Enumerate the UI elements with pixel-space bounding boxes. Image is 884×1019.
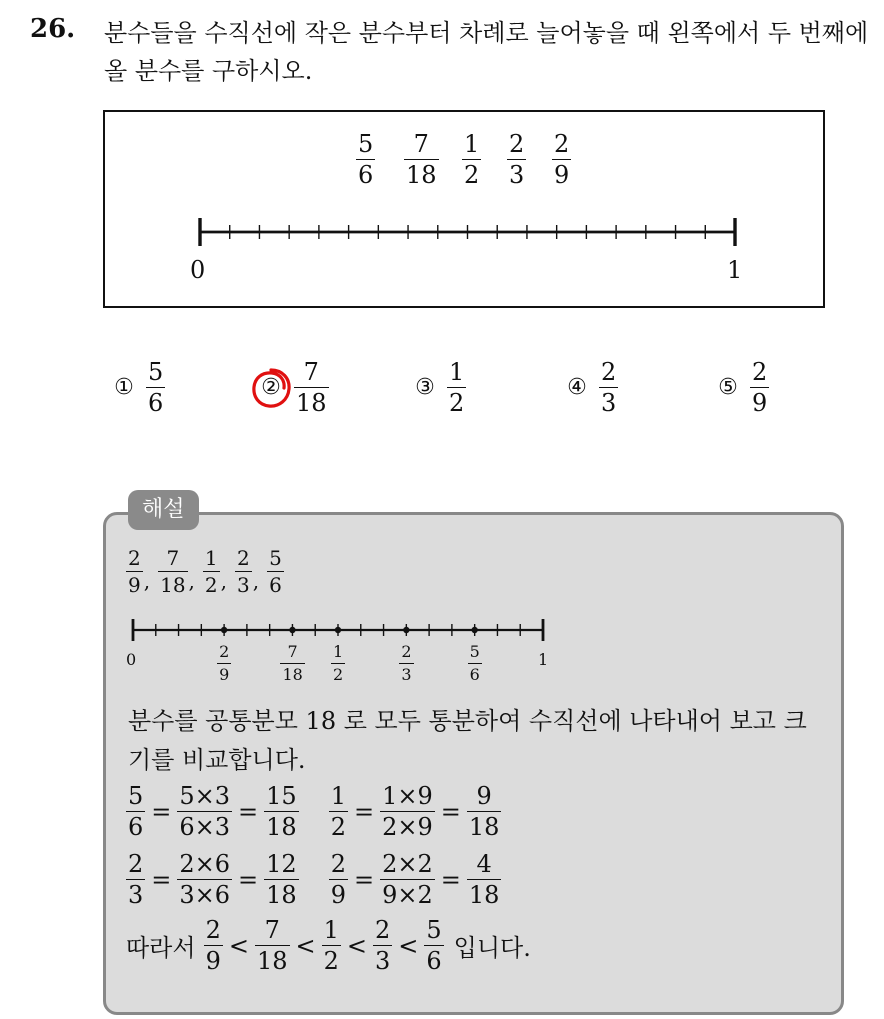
choice-2[interactable]: [258, 360, 329, 415]
answer-circle-icon: [249, 366, 293, 410]
less-than-sign: <: [295, 931, 316, 960]
fraction: $\frac{5}{6}$: [358, 130, 374, 189]
equals-sign: =: [440, 865, 461, 894]
fraction: $\frac{2}{9}$: [554, 130, 570, 189]
number-line-start-label: 0: [190, 256, 206, 284]
fraction: $\frac{7}{18}$: [256, 916, 288, 975]
choice-4[interactable]: [565, 360, 618, 415]
number-line-point: [403, 627, 409, 633]
number-line-point-label: $\frac{5}{6}$: [469, 642, 480, 684]
comma: ,: [252, 569, 260, 593]
fraction: $\frac{2}{9}$: [128, 546, 141, 597]
question-number: 26.: [30, 14, 76, 44]
fraction: $\frac{2}{3}$: [375, 916, 391, 975]
choice-mark: ⑤: [718, 375, 738, 400]
number-line-point-label: $\frac{2}{3}$: [401, 642, 412, 684]
comma: ,: [220, 569, 227, 593]
choice-mark: ②: [261, 375, 281, 400]
fraction: $\frac{2}{9}$: [205, 916, 221, 975]
fraction: $\frac{1}{2}$: [464, 130, 480, 189]
number-line-point: [471, 627, 477, 633]
problem-number-line: [190, 210, 750, 250]
fraction: $\frac{1}{2}$: [204, 546, 218, 597]
solution-line-end-label: 1: [538, 650, 549, 669]
less-than-sign: <: [346, 931, 367, 960]
fraction: $\frac{2}{3}$: [237, 546, 250, 597]
fraction: $\frac{5}{6}$: [426, 916, 442, 975]
number-line-point: [335, 627, 341, 633]
choice-fraction: $\frac{2}{9}$: [752, 358, 768, 417]
conclusion-suffix: 입니다.: [453, 934, 531, 962]
less-than-sign: <: [398, 931, 419, 960]
solution-explanation: 분수를 공통분모 18 로 모두 통분하여 수직선에 나타내어 보고 크기를 비교합니다.: [128, 707, 807, 774]
fraction: $\frac{15}{18}$: [266, 782, 297, 841]
conclusion: [126, 918, 531, 973]
fraction: $\frac{2}{9}$: [330, 850, 346, 909]
number-line-end-label: 1: [727, 256, 743, 284]
less-than-sign: <: [228, 931, 249, 960]
choice-mark: ③: [415, 375, 435, 400]
number-line-point: [221, 627, 227, 633]
fraction: $\frac{2\times 2}{9\times 2}$: [382, 850, 433, 909]
number-line-point-label: $\frac{2}{9}$: [219, 642, 230, 684]
equals-sign: =: [238, 865, 259, 894]
comma: ,: [188, 569, 195, 593]
ordered-fractions: [126, 548, 284, 595]
fraction: $\frac{2\times 6}{3\times 6}$: [179, 850, 231, 909]
fraction: $\frac{9}{18}$: [468, 782, 500, 841]
solution-label: 해설: [128, 490, 199, 530]
comma: ,: [143, 569, 151, 593]
equals-sign: =: [353, 865, 375, 894]
equals-sign: =: [151, 865, 172, 894]
fraction: $\frac{1\times 9}{2\times 9}$: [382, 782, 433, 841]
fraction: $\frac{1}{2}$: [330, 782, 346, 841]
number-line-point: [289, 627, 295, 633]
choice-fraction: $\frac{5}{6}$: [148, 358, 164, 417]
equals-sign: =: [151, 797, 172, 826]
solution-line-start-label: 0: [126, 650, 137, 669]
choice-1[interactable]: [112, 360, 165, 415]
equals-sign: =: [440, 797, 461, 826]
question-text: 분수들을 수직선에 작은 분수부터 차례로 늘어놓을 때 왼쪽에서 두 번째에 올 분수를 구하시오.: [104, 19, 869, 85]
fraction: $\frac{7}{18}$: [160, 546, 186, 597]
choice-mark: ④: [567, 375, 587, 400]
fraction: $\frac{2}{3}$: [128, 850, 144, 909]
choice-fraction: $\frac{7}{18}$: [296, 358, 327, 417]
choice-3[interactable]: [413, 360, 466, 415]
number-line-point-label: $\frac{7}{18}$: [282, 642, 303, 684]
conclusion-prefix: 따라서: [126, 934, 196, 962]
fraction: $\frac{1}{2}$: [323, 916, 339, 975]
choice-mark: ①: [114, 375, 134, 400]
fraction: $\frac{7}{18}$: [406, 130, 437, 189]
equation-row-2: [126, 852, 501, 907]
choice-5[interactable]: [716, 360, 769, 415]
fraction: $\frac{5}{6}$: [269, 546, 282, 597]
choice-fraction: $\frac{2}{3}$: [601, 358, 617, 417]
number-line-point-label: $\frac{1}{2}$: [333, 642, 344, 684]
fraction: $\frac{2}{3}$: [509, 130, 525, 189]
fraction: $\frac{12}{18}$: [266, 850, 297, 909]
equals-sign: =: [238, 797, 259, 826]
fraction: $\frac{5}{6}$: [128, 782, 144, 841]
fraction: $\frac{5\times 3}{6\times 3}$: [179, 782, 231, 841]
choice-mark-wrapper: [258, 375, 284, 401]
equals-sign: =: [353, 797, 375, 826]
choice-fraction: $\frac{1}{2}$: [449, 358, 465, 417]
fraction: $\frac{4}{18}$: [468, 850, 500, 909]
equation-row-1: [126, 784, 501, 839]
